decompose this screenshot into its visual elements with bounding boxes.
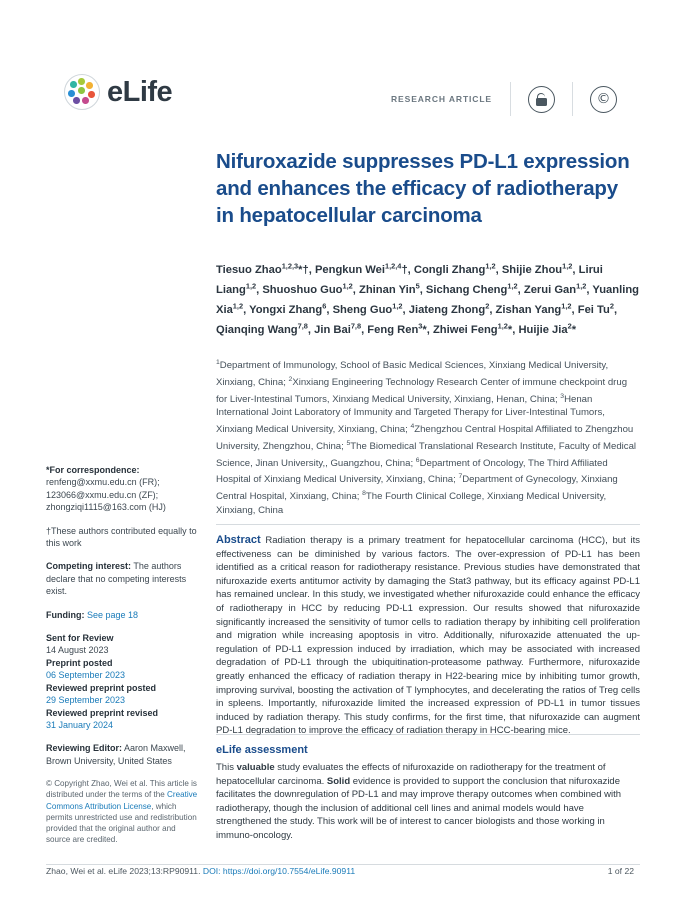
assessment-part-1: This: [216, 762, 237, 773]
footer-rule: [46, 864, 640, 865]
correspondence-block: [46, 464, 198, 514]
abstract-paragraph: [216, 534, 640, 738]
author-list: [216, 258, 641, 338]
funding-link[interactable]: See page 18: [87, 609, 139, 620]
page-title: Nifuroxazide suppresses PD-L1 expression and enhances the efficacy of radiotherapy in hepatocellular carcinoma: [216, 150, 630, 227]
reviewing-editor-label: Reviewing Editor:: [46, 743, 123, 754]
reviewed-preprint-revised-date[interactable]: 31 January 2024: [46, 719, 114, 730]
elife-logo-icon: [64, 74, 100, 110]
abstract-section: [216, 534, 640, 738]
affiliations: $^1$Department of Immunology, School of Basic Medical Sciences, Xinxiang Medical University, Xinxiang, China; $^2$Xinxiang Engineering Technology Research Center of immune checkpoint drug for Liver-Intestinal Tumors, Xinxiang Medical University, Xinxiang, Henan, China; $^3$Henan International Joint Laboratory of Immunity and Targeted Therapy for Liver-Intestinal Tumors, Xinxiang Medical University, Xinxiang, China; $^4$Zhengzhou Central Hospital Affiliated to Zhengzhou University, Zhengzhou, China; $^5$The Biomedical Translational Research Institute, Faculty of Medical Science, Jinan University,, Guangzhou, China; $^6$Department of Oncology, The Third Affiliated Hospital of Xinxiang Medical University, Xinxiang, China; $^7$Department of Gynecology, Xinxiang Central Hospital, Xinxiang, China; $^8$The Fourth Clinical College, Xinxiang Medical University, Xinxiang, China: [216, 359, 637, 516]
page-number: 1 of 22: [607, 866, 634, 876]
reviewed-preprint-date[interactable]: 29 September 2023: [46, 695, 126, 706]
assessment-strength-1: valuable: [236, 762, 275, 773]
reviewed-preprint-revised-label: Reviewed preprint revised: [46, 707, 159, 718]
assessment-part-3: evidence is provided to support the conclusion that nifuroxazide facilitates the downregulation of PD-L1 and may improve therapy outcomes when combined with radiotherapy, though the inclusion of additional cell lines and animal models would have strengthened the study. This work will be of interest to cancer biologists and those working in immuno-oncology.: [216, 775, 622, 841]
header-right-group: [391, 82, 634, 116]
author-names: Tiesuo Zhao$^{1,2,3}$*†, Pengkun Wei$^{1,2,4}$†, Congli Zhang$^{1,2}$, Shijie Zhou$^{1,2}$, Lirui Liang$^{1,2}$, Shuoshuo Guo$^{1,2}$, Zhinan Yin$^5$, Sichang Cheng$^{1,2}$, Zerui Gan$^{1,2}$, Yuanling Xia$^{1,2}$, Yongxi Zhang$^6$, Sheng Guo$^{1,2}$, Jiateng Zhong$^2$, Zishan Yang$^{1,2}$, Fei Tu$^2$, Qianqing Wang$^{7,8}$, Jin Bai$^{7,8}$, Feng Ren$^3$*, Zhiwei Feng$^{1,2}$*, Huijie Jia$^2$*: [216, 261, 639, 336]
header-divider-2: [572, 82, 573, 116]
cc-license-link[interactable]: Creative Commons Attribution License: [46, 790, 198, 811]
copyright-text-post: , which permits unrestricted use and redistribution provided that the original author and source are credited.: [46, 801, 197, 845]
sidebar-metadata: [46, 464, 198, 856]
competing-interest-label: Competing interest:: [46, 561, 132, 572]
abstract-label: Abstract: [216, 534, 261, 546]
sent-for-review-date: 14 August 2023: [46, 645, 109, 656]
page-footer: [46, 866, 634, 876]
correspondence-email-2[interactable]: 123066@xxmu.edu.cn (ZF);: [46, 489, 159, 500]
correspondence-email-3[interactable]: zhongziqi1115@163.com (HJ): [46, 502, 166, 513]
abstract-text: Radiation therapy is a primary treatment for hepatocellular carcinoma (HCC), but its effectiveness can be diminished by various factors. The over-expression of PD-L1 has been identified as a critical reason for radiotherapy resistance. Previous studies have demonstrated that nifuroxazide exerts antitumor activity by damaging the Stat3 pathway, but its efficacy against PD-L1 has remained unclear. In this study, we investigated whether nifuroxazide could enhance the efficacy of radiotherapy in HCC by reducing PD-L1 expression. Our results showed that nifuroxazide significantly increased the sensitivity of tumor cells to radiation therapy by inhibiting cell proliferation and migration while increasing apoptosis in vitro. Additionally, nifuroxazide attenuated the up-regulation of PD-L1 expression induced by irradiation, which may be associated with increased degradation of PD-L1 through the ubiquitination-proteasome pathway. Furthermore, nifuroxazide greatly enhanced the efficacy of radiation therapy in H22-bearing mice by inhibiting tumor growth, improving survival, boosting the activation of T lymphocytes, and decelerating the ratios of Treg cells in spleens. Importantly, nifuroxazide limited the increased expression of PD-L1 in tumor tissues induced by radiation therapy. This study confirms, for the first time, that nifuroxazide can augment PD-L1 degradation to improve the efficacy of radiation therapy in HCC-bearing mice.: [216, 535, 640, 737]
abstract-top-rule: [216, 524, 640, 525]
reviewing-editor-text: Aaron Maxwell, Brown University, United States: [46, 743, 186, 766]
reviewed-preprint-label: Reviewed preprint posted: [46, 682, 157, 693]
assessment-part-2: study evaluates the effects of nifuroxazide on radiotherapy for the treatment of hepatocellular carcinoma.: [216, 762, 606, 787]
elife-logo-text: eLife: [107, 75, 173, 108]
reviewing-editor-block: [46, 742, 198, 767]
elife-logo[interactable]: [64, 74, 172, 110]
sent-for-review-label: Sent for Review: [46, 633, 114, 644]
footer-citation-group: [46, 866, 355, 876]
preprint-posted-date[interactable]: 06 September 2023: [46, 670, 126, 681]
equal-contribution-note: †These authors contributed equally to this work: [46, 525, 197, 549]
correspondence-email-1[interactable]: renfeng@xxmu.edu.cn (FR);: [46, 477, 160, 488]
creative-commons-icon[interactable]: ©: [590, 86, 617, 113]
open-lock-icon[interactable]: [528, 86, 555, 113]
assessment-strength-2: Solid: [326, 775, 351, 787]
footer-doi-link[interactable]: https://doi.org/10.7554/eLife.90911: [220, 866, 356, 876]
elife-assessment-section: [216, 744, 640, 843]
assessment-title: eLife assessment: [216, 744, 308, 756]
page-header: [46, 68, 634, 126]
competing-interest-text: The authors declare that no competing interests exist.: [46, 561, 187, 597]
competing-interest-block: [46, 560, 198, 597]
article-type-label: RESEARCH ARTICLE: [391, 94, 492, 104]
footer-citation: Zhao, Wei et al. eLife 2023;13:RP90911.: [46, 866, 203, 876]
dates-block: [46, 632, 198, 731]
preprint-posted-label: Preprint posted: [46, 657, 113, 668]
correspondence-label: *For correspondence:: [46, 465, 140, 475]
header-divider-1: [510, 82, 511, 116]
assessment-paragraph: [216, 761, 640, 843]
copyright-block: [46, 778, 198, 845]
funding-block: [46, 609, 198, 621]
footer-doi-label: DOI:: [202, 866, 221, 876]
copyright-text-pre: © Copyright Zhao, Wei et al. This article is distributed under the terms of the: [46, 779, 197, 800]
paper-sheet: [28, 26, 646, 898]
funding-label: Funding:: [46, 609, 85, 620]
